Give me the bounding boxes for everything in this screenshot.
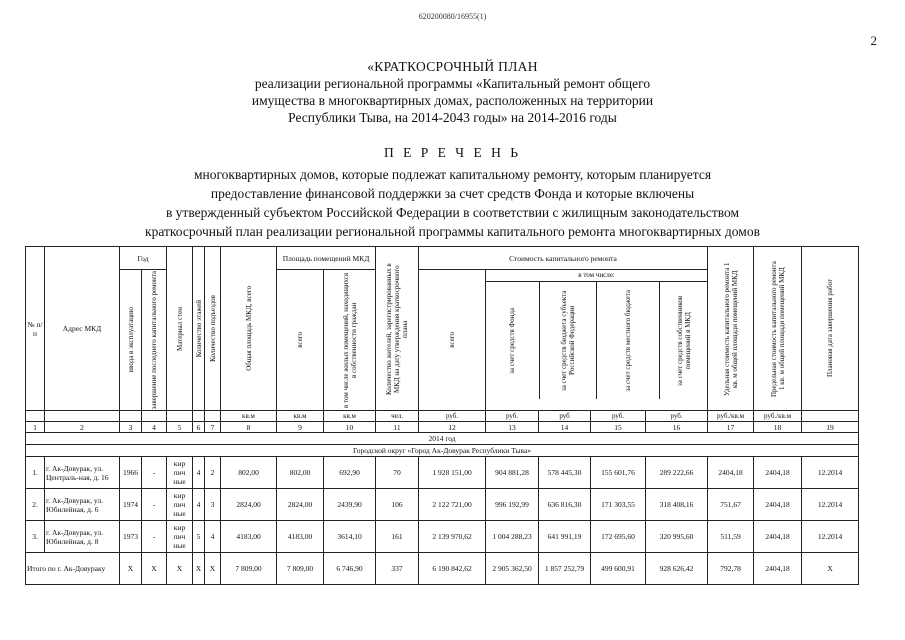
column-number: 9 — [277, 422, 324, 433]
document-id: 620200080/16955(1) — [418, 12, 487, 21]
header-cost-fund: за счет средств Фонда — [486, 282, 540, 399]
row-cost-fund: 1 004 288,23 — [486, 521, 539, 553]
unit-cell: руб. — [591, 411, 646, 422]
header-year: Год — [120, 247, 167, 270]
district-label: Городской округ «Город Ак-Довурак Республики Тыва» — [26, 445, 859, 457]
row-year-last-repair: - — [142, 521, 167, 553]
row-floors: 4 — [193, 489, 205, 521]
total-entrances: X — [205, 553, 221, 585]
column-number: 15 — [591, 422, 646, 433]
row-premises-res: 2439,90 — [324, 489, 376, 521]
header-cost-subject: за счет средств бюджета субъекта Российской Федерации — [540, 282, 597, 399]
list-heading: П Е Р Е Ч Е Н Ь — [384, 145, 521, 160]
row-residents: 70 — [376, 457, 419, 489]
row-deadline: 12.2014 — [802, 521, 859, 553]
title-line-3: имущества в многоквартирных домах, расположенных на территории — [251, 93, 654, 108]
total-cost-local: 499 600,91 — [591, 553, 646, 585]
header-entrances: Количество подъездов — [205, 247, 221, 411]
total-label: Итого по г. Ак-Довураку — [26, 553, 120, 585]
column-number: 17 — [708, 422, 754, 433]
row-cost-total: 2 122 721,00 — [419, 489, 486, 521]
column-number: 8 — [221, 422, 277, 433]
total-wall: X — [167, 553, 193, 585]
total-year-last-repair: X — [142, 553, 167, 585]
row-residents: 106 — [376, 489, 419, 521]
total-cost-fund: 2 905 362,50 — [486, 553, 539, 585]
total-year-commission: X — [120, 553, 142, 585]
column-number: 14 — [539, 422, 591, 433]
header-year-last-repair: завершение последнего капитального ремонта — [142, 270, 167, 411]
total-deadline: X — [802, 553, 859, 585]
row-cost-local: 172 695,60 — [591, 521, 646, 553]
document-title — [0, 58, 905, 126]
row-unit-cost: 511,59 — [708, 521, 754, 553]
column-number: 7 — [205, 422, 221, 433]
row-cost-subject: 578 445,30 — [539, 457, 591, 489]
header-premises-total: всего — [277, 270, 324, 411]
row-cost-total: 2 139 970,62 — [419, 521, 486, 553]
units-row — [26, 411, 859, 422]
header-address: Адрес МКД — [45, 247, 120, 411]
column-number: 1 — [26, 422, 45, 433]
title-line-4: Республики Тыва, на 2014-2043 годы» на 2014-2016 годы — [288, 110, 617, 125]
row-address: г. Ак-Довурак, ул. Централь-ная, д. 16 — [45, 457, 120, 489]
row-floors: 4 — [193, 457, 205, 489]
title-line-1: «КРАТКОСРОЧНЫЙ ПЛАН — [367, 59, 538, 74]
header-cost-total: всего — [419, 270, 486, 411]
header-cost: Стоимость капитального ремонта — [419, 247, 708, 270]
row-year-commission: 1974 — [120, 489, 142, 521]
row-residents: 161 — [376, 521, 419, 553]
header-num: № п/ п — [26, 247, 45, 411]
total-row — [26, 553, 859, 585]
total-cost-total: 6 190 842,62 — [419, 553, 486, 585]
row-cost-local: 171 303,55 — [591, 489, 646, 521]
column-number: 18 — [754, 422, 802, 433]
row-cost-fund: 904 881,28 — [486, 457, 539, 489]
header-cost-breakdown — [486, 270, 708, 411]
unit-cell: чел. — [376, 411, 419, 422]
row-unit-cost: 2404,18 — [708, 457, 754, 489]
row-entrances: 4 — [205, 521, 221, 553]
header-total-area: Общая площадь МКД, всего — [221, 247, 277, 411]
row-premises-total: 802,00 — [277, 457, 324, 489]
row-premises-res: 692,90 — [324, 457, 376, 489]
unit-cell: руб. — [486, 411, 539, 422]
column-number: 6 — [193, 422, 205, 433]
row-cost-local: 155 601,76 — [591, 457, 646, 489]
row-wall: кир пич ные — [167, 521, 193, 553]
row-entrances: 2 — [205, 457, 221, 489]
header-incl: в том числе: — [486, 270, 707, 282]
table-row — [26, 457, 859, 489]
list-description — [0, 165, 905, 241]
header-cost-owners: за счет средств собственников помещений в МКД — [675, 295, 692, 386]
unit-cell: руб./кв.м — [708, 411, 754, 422]
page-number: 2 — [870, 33, 877, 48]
row-num: 3. — [26, 521, 45, 553]
table-row — [26, 521, 859, 553]
table-row — [26, 489, 859, 521]
row-address: г. Ак-Довурак, ул. Юбилейная, д. 8 — [45, 521, 120, 553]
title-line-2: реализации региональной программы «Капитальный ремонт общего — [254, 76, 651, 91]
column-number: 3 — [120, 422, 142, 433]
row-cost-owners: 289 222,66 — [646, 457, 708, 489]
row-total-area: 4183,00 — [221, 521, 277, 553]
header-unit-cost: Удельная стоимость капитального ремонта 1 кв. м общей площади помещений МКД — [708, 247, 754, 411]
unit-cell: руб — [539, 411, 591, 422]
column-number: 19 — [802, 422, 859, 433]
column-number: 2 — [45, 422, 120, 433]
row-max-cost: 2404,18 — [754, 457, 802, 489]
unit-cell: руб. — [419, 411, 486, 422]
header-floors: Количество этажей — [193, 247, 205, 411]
row-total-area: 802,00 — [221, 457, 277, 489]
unit-cell: кв.м — [277, 411, 324, 422]
row-floors: 5 — [193, 521, 205, 553]
row-cost-subject: 641 991,19 — [539, 521, 591, 553]
header-residents: Количество жителей, зарегистрированных в МКД на дату утверждения краткосрочного плана — [376, 247, 419, 411]
row-cost-fund: 996 192,99 — [486, 489, 539, 521]
row-premises-total: 4183,00 — [277, 521, 324, 553]
row-num: 1. — [26, 457, 45, 489]
total-cost-subject: 1 857 252,79 — [539, 553, 591, 585]
row-year-commission: 1973 — [120, 521, 142, 553]
total-premises-res: 6 746,90 — [324, 553, 376, 585]
total-max-cost: 2404,18 — [754, 553, 802, 585]
row-entrances: 3 — [205, 489, 221, 521]
total-residents: 337 — [376, 553, 419, 585]
description-line-4: краткосрочный план реализации региональной программы капитального ремонта многоквартирных домов — [145, 224, 760, 239]
row-max-cost: 2404,18 — [754, 489, 802, 521]
row-cost-owners: 318 408,16 — [646, 489, 708, 521]
column-numbers-row — [26, 422, 859, 433]
column-number: 13 — [486, 422, 539, 433]
row-wall: кир пич ные — [167, 457, 193, 489]
unit-cell: кв.м — [221, 411, 277, 422]
total-unit-cost: 792,78 — [708, 553, 754, 585]
row-address: г. Ак-Довурак, ул. Юбилейная, д. 6 — [45, 489, 120, 521]
row-premises-total: 2824,00 — [277, 489, 324, 521]
column-number: 5 — [167, 422, 193, 433]
row-year-last-repair: - — [142, 489, 167, 521]
header-premises-area: Площадь помещений МКД — [277, 247, 376, 270]
row-cost-owners: 320 995,60 — [646, 521, 708, 553]
row-num: 2. — [26, 489, 45, 521]
header-max-cost: Предельная стоимость капитального ремонта 1 кв. м общей площади помещений МКД — [754, 247, 802, 411]
row-deadline: 12.2014 — [802, 489, 859, 521]
row-total-area: 2824,00 — [221, 489, 277, 521]
unit-cell: руб. — [646, 411, 708, 422]
row-unit-cost: 751,67 — [708, 489, 754, 521]
header-wall-material: Материал стен — [167, 247, 193, 411]
row-premises-res: 3614,10 — [324, 521, 376, 553]
header-year-commission: ввода в эксплуатацию — [120, 270, 142, 411]
row-wall: кир пич ные — [167, 489, 193, 521]
column-number: 4 — [142, 422, 167, 433]
total-total-area: 7 809,00 — [221, 553, 277, 585]
column-number: 12 — [419, 422, 486, 433]
row-year-last-repair: - — [142, 457, 167, 489]
column-number: 10 — [324, 422, 376, 433]
header-premises-residential: в том числе жилых помещений, находящихся в собственности граждан — [324, 270, 376, 411]
year-section-label: 2014 год — [26, 433, 859, 445]
header-deadline: Плановая дата завершения работ — [802, 247, 859, 411]
row-deadline: 12.2014 — [802, 457, 859, 489]
row-year-commission: 1966 — [120, 457, 142, 489]
unit-cell: руб./кв.м — [754, 411, 802, 422]
unit-cell: кв.м — [324, 411, 376, 422]
description-line-2: предоставление финансовой поддержки за счет средств Фонда и которые включены — [210, 186, 695, 201]
column-number: 16 — [646, 422, 708, 433]
row-cost-total: 1 928 151,00 — [419, 457, 486, 489]
total-floors: X — [193, 553, 205, 585]
description-line-3: в утвержденный субъектом Российской Федерации в соответствии с жилищным законодательством — [165, 205, 740, 220]
total-cost-owners: 928 626,42 — [646, 553, 708, 585]
repair-plan-table — [25, 246, 859, 585]
header-cost-local: за счет средств местного бюджета — [597, 282, 661, 399]
row-cost-subject: 636 816,30 — [539, 489, 591, 521]
total-premises-total: 7 809,00 — [277, 553, 324, 585]
column-number: 11 — [376, 422, 419, 433]
description-line-1: многоквартирных домов, которые подлежат капитальному ремонту, которым планируется — [193, 167, 712, 182]
row-max-cost: 2404,18 — [754, 521, 802, 553]
